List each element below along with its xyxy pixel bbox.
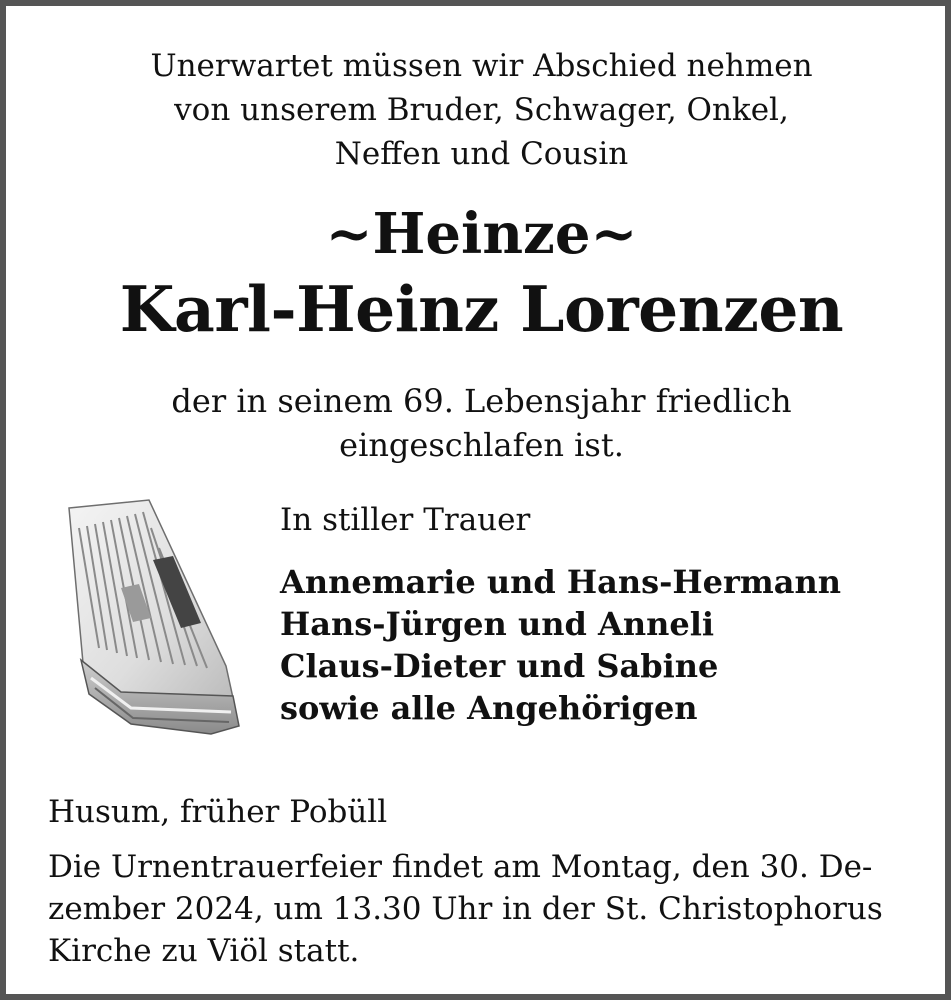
intro-line: von unserem Bruder, Schwager, Onkel,	[174, 92, 789, 128]
ceremony-text	[48, 846, 883, 972]
mourner-entry: Hans-Jürgen und Anneli	[280, 605, 715, 643]
ceremony-line: zember 2024, um 13.30 Uhr in der St. Christophorus	[48, 891, 883, 927]
mourners-list	[280, 561, 841, 729]
mourner-entry: sowie alle Angehörigen	[280, 689, 698, 727]
folded-newspaper-icon	[61, 498, 246, 738]
intro-line: Unerwartet müssen wir Abschied nehmen	[150, 48, 813, 84]
ceremony-line: Kirche zu Viöl statt.	[48, 933, 360, 969]
mourning-label: In stiller Trauer	[280, 502, 531, 538]
intro-text	[6, 44, 951, 176]
intro-line: Neffen und Cousin	[334, 136, 629, 172]
age-text	[6, 379, 951, 467]
place-text: Husum, früher Pobüll	[48, 794, 388, 830]
mourner-entry: Claus-Dieter und Sabine	[280, 647, 719, 685]
deceased-name: Karl-Heinz Lorenzen	[119, 272, 844, 346]
mourner-entry: Annemarie und Hans-Hermann	[280, 563, 841, 601]
ceremony-line: Die Urnentrauerfeier findet am Montag, den 30. De-	[48, 849, 873, 885]
deceased-nickname: ~Heinze~	[325, 201, 638, 267]
age-line: der in seinem 69. Lebensjahr friedlich	[171, 382, 792, 420]
age-line: eingeschlafen ist.	[339, 426, 624, 464]
